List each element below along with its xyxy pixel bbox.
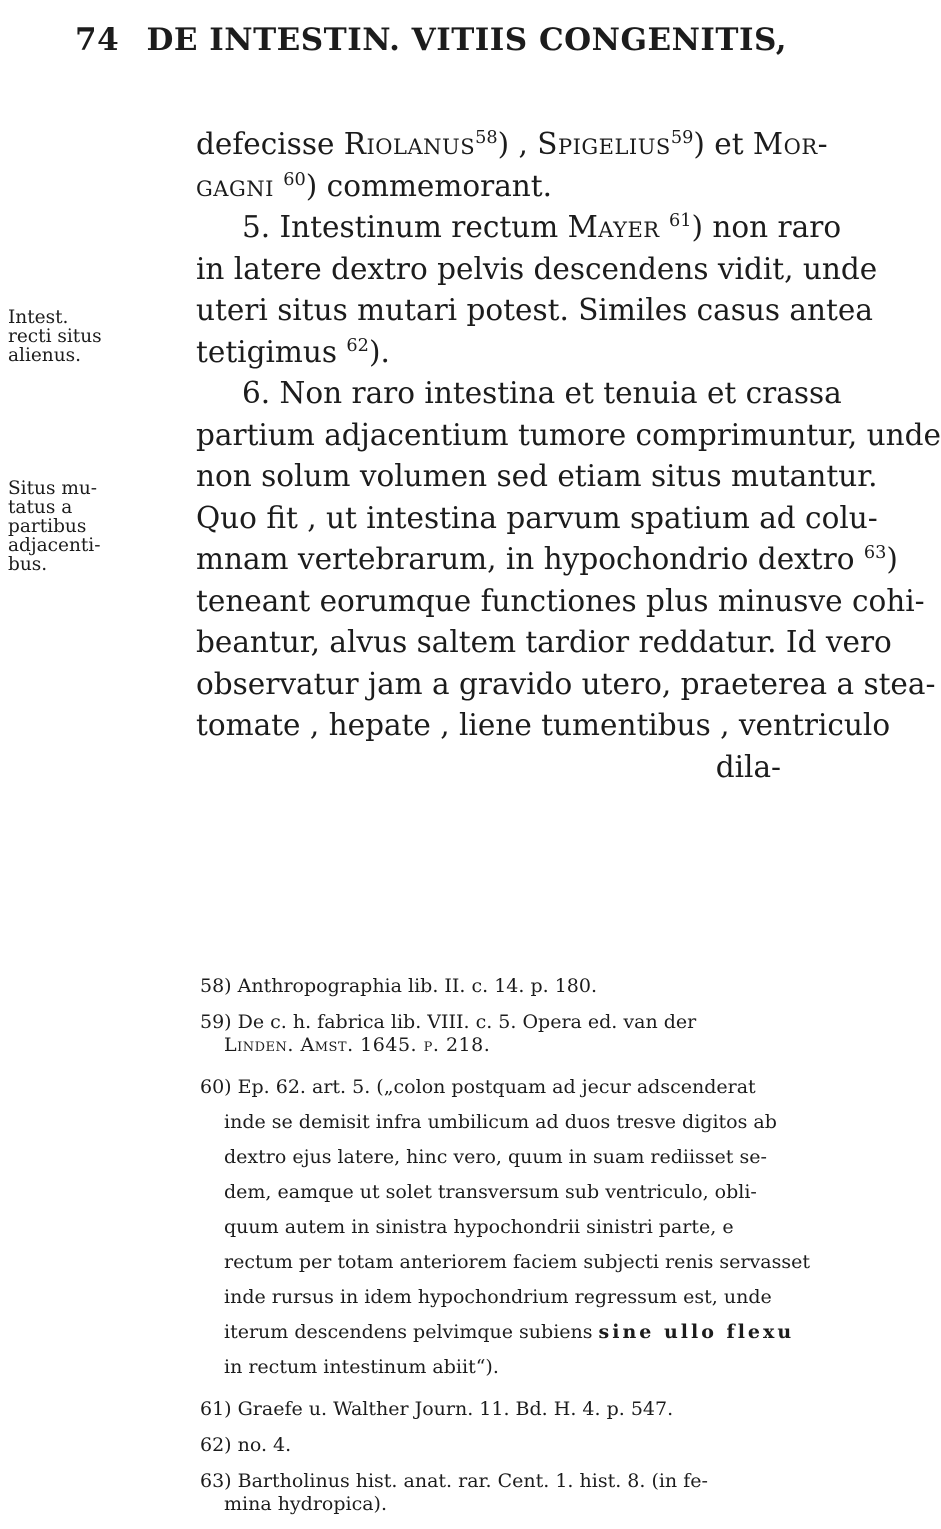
author-name: Riolanus — [343, 127, 476, 161]
footnote-58 — [200, 975, 780, 998]
text-line: observatur jam a gravido utero, praeterea a stea- — [196, 666, 936, 701]
text-run: 61) Graefe u. Walther Journ. 11. Bd. H. 4. p. 547. — [200, 1398, 674, 1420]
footnote-62 — [200, 1434, 780, 1457]
author-name: Mor- — [752, 127, 829, 161]
text-run: 59) De c. h. fabrica lib. VIII. c. 5. Opera ed. van der — [200, 1011, 697, 1033]
text-run: ) , — [497, 127, 538, 161]
margin-note-line: recti situs — [8, 326, 102, 347]
margin-note-line: Situs mu- — [8, 478, 98, 499]
text-run: inde rursus in idem hypochondrium regressum est, unde — [224, 1286, 772, 1308]
footnote-60 — [200, 1070, 810, 1385]
footnote-59 — [200, 1011, 780, 1057]
text-run: defecisse — [196, 127, 344, 161]
main-text — [196, 124, 941, 788]
text-line — [196, 124, 829, 166]
footnotes — [200, 975, 810, 1529]
text-line: Quo fit , ut intestina parvum spatium ad colu- — [196, 500, 878, 535]
footnote-ref: 61 — [668, 211, 692, 232]
author-name: Mayer — [567, 210, 660, 244]
text-run: ) commemorant. — [305, 168, 553, 203]
text-line — [196, 332, 781, 374]
margin-note-line: tatus a — [8, 497, 73, 518]
text-line: non solum volumen sed etiam situs mutantur. — [196, 459, 878, 493]
text-run: 58) Anthropographia lib. II. c. 14. p. 180. — [200, 975, 598, 997]
text-run — [200, 1315, 795, 1350]
paragraph-6-start: 6. Non raro intestina et tenuia et crassa — [242, 376, 842, 410]
text-run: ). — [368, 334, 390, 369]
footnote-63 — [200, 1470, 780, 1516]
text-line — [196, 539, 898, 581]
text-line — [196, 166, 781, 208]
text-run: iterum descendens pelvimque subiens — [224, 1321, 599, 1343]
text-run: ) non raro — [691, 210, 842, 244]
page-number: 74 — [75, 22, 120, 58]
text-run: 63) Bartholinus hist. anat. rar. Cent. 1. hist. 8. (in fe- — [200, 1470, 708, 1492]
text-run: Linden. Amst. 1645. p. 218. — [224, 1034, 491, 1056]
footnote-61 — [200, 1398, 780, 1421]
text-run: 60) Ep. 62. art. 5. („colon postquam ad jecur adscenderat — [200, 1076, 756, 1098]
margin-note-line: alienus. — [8, 345, 82, 366]
footnote-ref: 59 — [670, 128, 694, 149]
margin-note-situs — [8, 478, 101, 575]
text-run: mnam vertebrarum, in hypochondrio dextro — [196, 542, 864, 576]
text-line: teneant eorumque functiones plus minusve cohi- — [196, 583, 925, 618]
text-run: 62) no. 4. — [200, 1434, 292, 1456]
margin-note-line: bus. — [8, 554, 48, 575]
footnote-ref: 62 — [346, 335, 369, 356]
text-run: quum autem in sinistra hypochondrii sinistri parte, e — [224, 1216, 734, 1238]
text-run: 5. Intestinum rectum — [242, 210, 568, 244]
text-run: inde se demisit infra umbilicum ad duos tresve digitos ab — [224, 1111, 777, 1133]
text-run: in rectum intestinum abiit“). — [224, 1356, 499, 1378]
margin-note-rectum — [8, 307, 102, 366]
margin-note-line: partibus — [8, 516, 87, 537]
page-header — [75, 22, 787, 58]
running-title: DE INTESTIN. VITIIS CONGENITIS, — [146, 22, 788, 58]
margin-note-line: adjacenti- — [8, 535, 101, 556]
text-line: partium adjacentium tumore comprimuntur, unde — [196, 417, 941, 452]
catchword: dila- — [715, 749, 781, 784]
text-run: ) et — [693, 127, 753, 161]
footnote-ref: 63 — [863, 543, 887, 564]
text-run: rectum per totam anteriorem faciem subjecti renis servasset — [224, 1251, 810, 1273]
author-name: gagni — [196, 168, 274, 203]
footnote-ref: 58 — [475, 128, 498, 149]
margin-note-line: Intest. — [8, 307, 69, 328]
footnote-ref: 60 — [283, 169, 306, 190]
text-run: tetigimus — [196, 334, 347, 369]
author-name: Spigelius — [537, 127, 671, 161]
text-run: ) — [886, 542, 898, 576]
text-run: dextro ejus latere, hinc vero, quum in suam rediisset se- — [224, 1146, 767, 1168]
text-line: uteri situs mutari potest. Similes casus antea — [196, 293, 873, 327]
text-line: tomate , hepate , liene tumentibus , ventriculo — [196, 708, 891, 742]
text-line: beantur, alvus saltem tardior reddatur. Id vero — [196, 625, 892, 659]
text-line: in latere dextro pelvis descendens vidit, unde — [196, 251, 878, 286]
text-run: dem, eamque ut solet transversum sub ventriculo, obli- — [224, 1181, 757, 1203]
emphasis-text: sine ullo flexu — [598, 1321, 795, 1343]
text-run: mina hydropica). — [224, 1493, 388, 1515]
paragraph-5-start — [196, 207, 842, 249]
